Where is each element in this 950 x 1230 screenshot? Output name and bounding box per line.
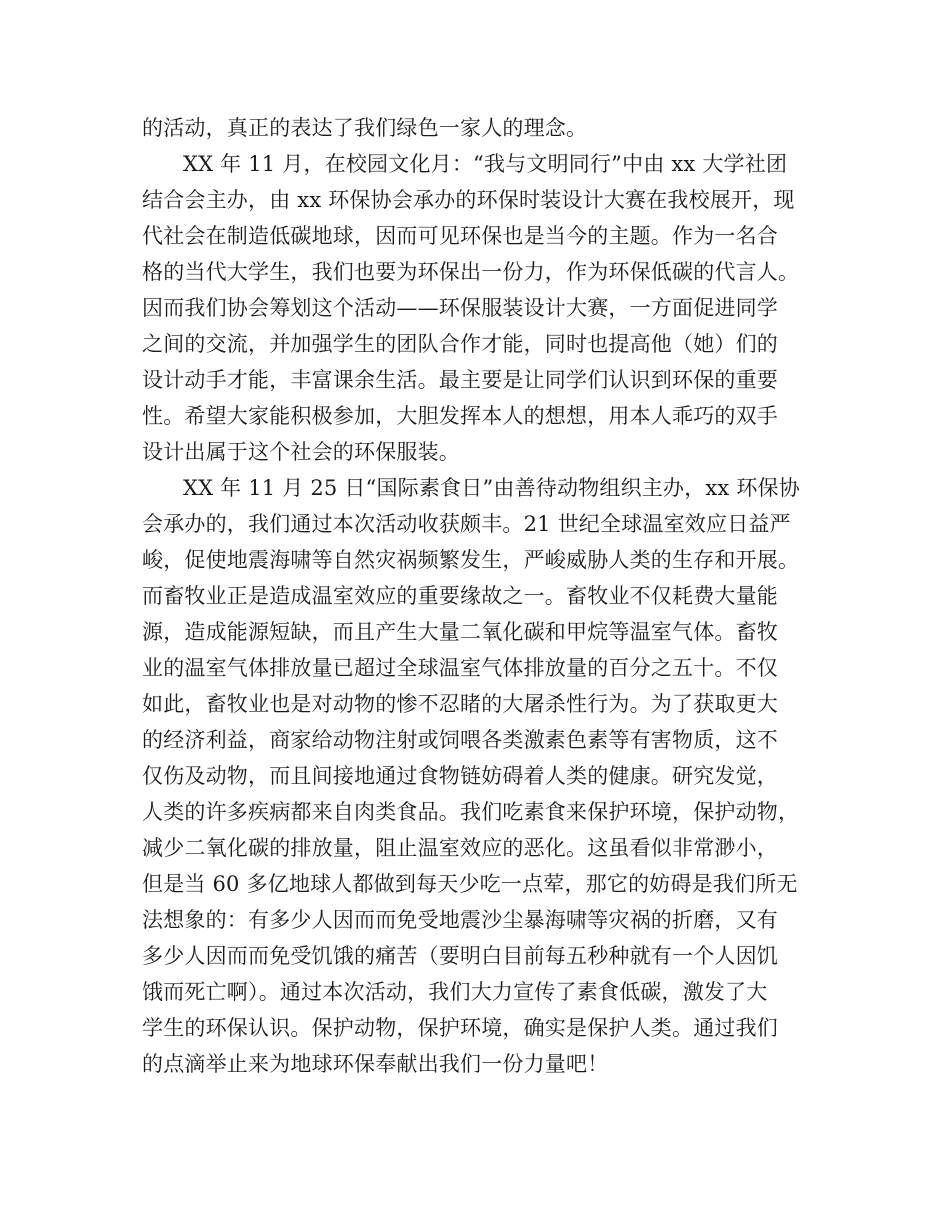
paragraph-line: 设计动手才能，丰富课余生活。最主要是让同学们认识到环保的重要: [142, 368, 778, 392]
paragraph-line: 设计出属于这个社会的环保服装。: [142, 440, 460, 464]
paragraph-line: 源，造成能源短缺，而且产生大量二氧化碳和甲烷等温室气体。畜牧: [142, 620, 778, 644]
paragraph-line: 多少人因而而免受饥饿的痛苦（要明白目前每五秒种就有一个人因饥: [142, 944, 778, 968]
paragraph-line: 减少二氧化碳的排放量，阻止温室效应的恶化。这虽看似非常渺小，: [142, 836, 778, 860]
paragraph-line: 之间的交流，并加强学生的团队合作才能，同时也提高他（她）们的: [142, 332, 778, 356]
paragraph-line: 会承办的，我们通过本次活动收获颇丰。21 世纪全球温室效应日益严: [142, 512, 791, 536]
paragraph-line: 学生的环保认识。保护动物，保护环境，确实是保护人类。通过我们: [142, 1016, 778, 1040]
paragraph-line: 仅伤及动物，而且间接地通过食物链妨碍着人类的健康。研究发觉，: [142, 764, 778, 788]
paragraph-line: 饿而死亡啊）。通过本次活动，我们大力宣传了素食低碳，激发了大: [142, 980, 768, 1004]
paragraph-line: 性。希望大家能积极参加，大胆发挥本人的想想，用本人乖巧的双手: [142, 404, 778, 428]
paragraph-line: XX 年 11 月 25 日“国际素食日”由善待动物组织主办，xx 环保协: [183, 476, 800, 500]
paragraph-line: 代社会在制造低碳地球，因而可见环保也是当今的主题。作为一名合: [142, 224, 778, 248]
paragraph-line: 的经济利益，商家给动物注射或饲喂各类激素色素等有害物质，这不: [142, 728, 778, 752]
paragraph-line: 结合会主办，由 xx 环保协会承办的环保时装设计大赛在我校展开，现: [142, 188, 795, 212]
paragraph-line: 而畜牧业正是造成温室效应的重要缘故之一。畜牧业不仅耗费大量能: [142, 584, 778, 608]
paragraph-line: 峻，促使地震海啸等自然灾祸频繁发生，严峻威胁人类的生存和开展。: [142, 548, 800, 572]
paragraph-line: 人类的许多疾病都来自肉类食品。我们吃素食来保护环境，保护动物，: [142, 800, 800, 824]
paragraph-line: 的点滴举止来为地球环保奉献出我们一份力量吧！: [142, 1052, 609, 1076]
paragraph-line: 的活动，真正的表达了我们绿色一家人的理念。: [142, 116, 588, 140]
paragraph-line: 如此，畜牧业也是对动物的惨不忍睹的大屠杀性行为。为了获取更大: [142, 692, 778, 716]
paragraph-line: XX 年 11 月，在校园文化月：“我与文明同行”中由 xx 大学社团: [183, 152, 788, 176]
paragraph-line: 但是当 60 多亿地球人都做到每天少吃一点荤，那它的妨碍是我们所无: [142, 872, 798, 896]
paragraph-line: 业的温室气体排放量已超过全球温室气体排放量的百分之五十。不仅: [142, 656, 778, 680]
paragraph-line: 因而我们协会筹划这个活动——环保服装设计大赛，一方面促进同学: [142, 296, 778, 320]
paragraph-line: 格的当代大学生，我们也要为环保出一份力，作为环保低碳的代言人。: [142, 260, 800, 284]
paragraph-line: 法想象的：有多少人因而而免受地震沙尘暴海啸等灾祸的折磨，又有: [142, 908, 778, 932]
